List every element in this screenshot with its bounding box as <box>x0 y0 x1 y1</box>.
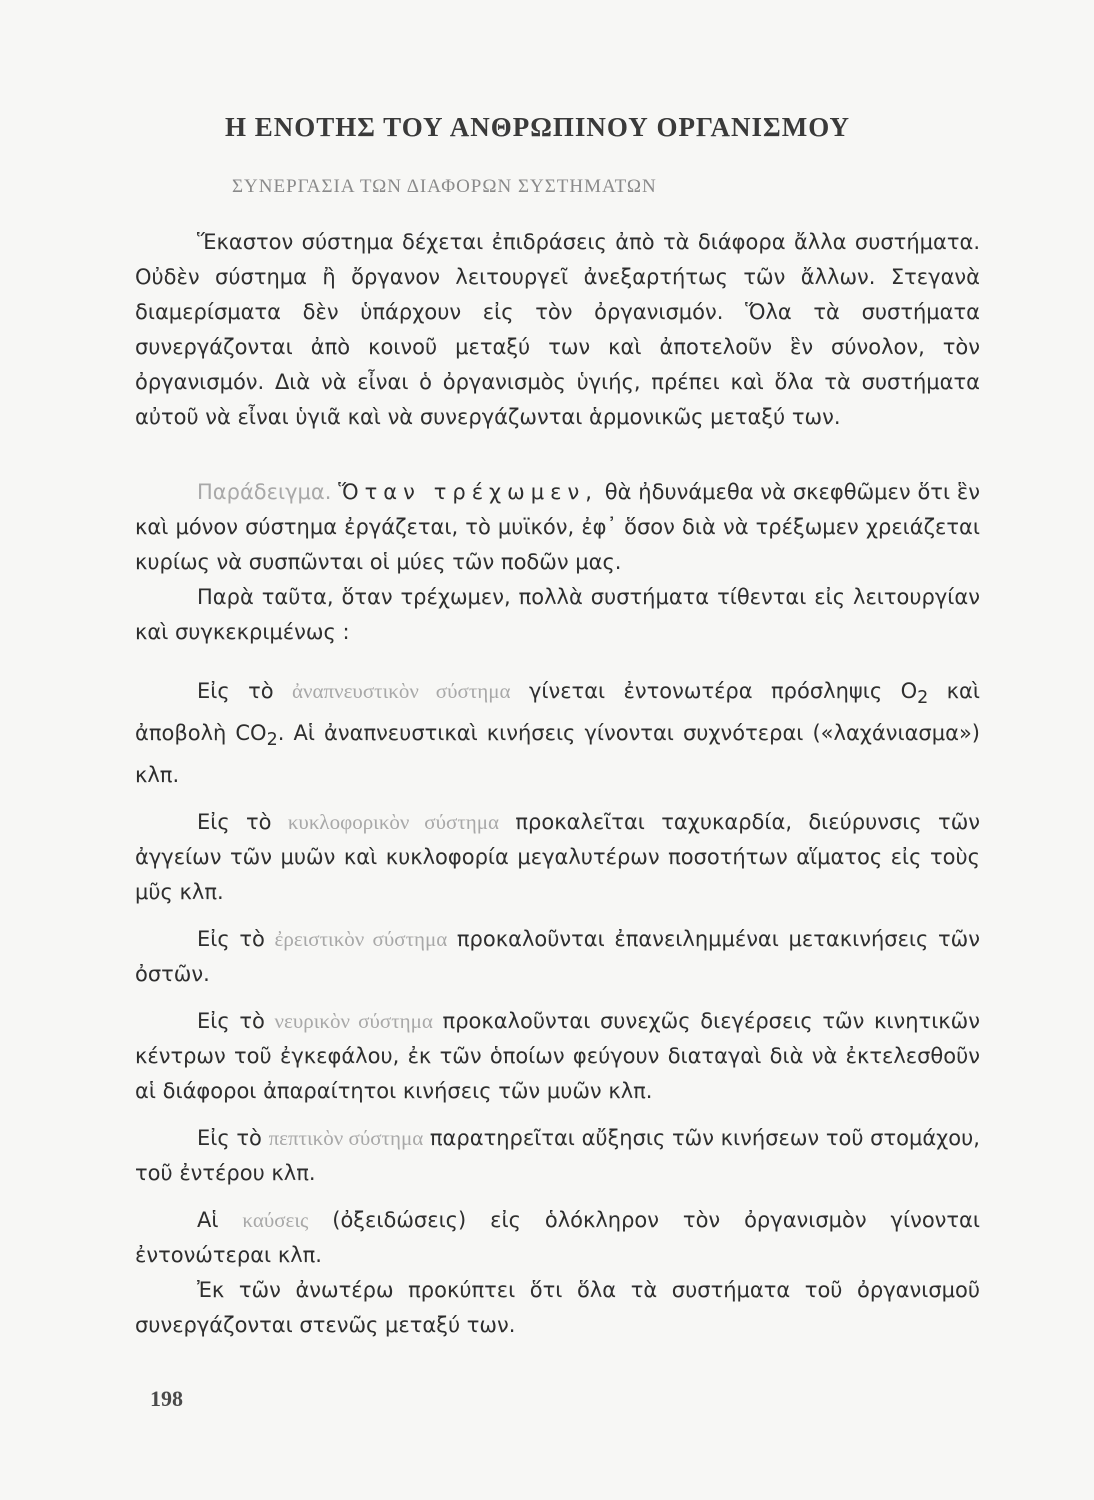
example-text: θὰ ἠδυνάμεθα νὰ σκεφθῶμεν ὅτι ἓν καὶ μόνον σύστημα ἐργάζεται, τὸ μυϊκόν, ἐφ᾽ ὅσον διὰ νὰ τρέξωμεν χρειάζεται κυρίως νὰ συσπῶνται οἱ μύες τῶν ποδῶν μας. <box>135 480 980 574</box>
respiratory-text-o2: γίνεται ἐντονωτέρα πρόσληψις O <box>510 679 918 703</box>
example-spaced-phrase: Ὅταν τρέχωμεν, <box>338 480 598 504</box>
co2-subscript: 2 <box>266 730 278 751</box>
nervous-text: προκαλοῦνται συνεχῶς διεγέρσεις τῶν κινητικῶν κέντρων τοῦ ἐγκεφάλου, ἐκ τῶν ὁποίων φεύγουν διαταγαὶ διὰ νὰ ἐκτελεσθοῦν αἱ διάφοροι ἀπαραίτητοι κινήσεις τῶν μυῶν κλπ. <box>135 1009 980 1104</box>
page-number: 198 <box>150 1386 183 1411</box>
respiratory-paragraph <box>135 674 980 793</box>
nervous-paragraph <box>135 1004 980 1109</box>
circulatory-text: προκαλεῖται ταχυκαρδία, διεύρυνσις τῶν ἀγγείων τῶν μυῶν καὶ κυκλοφορία μεγαλυτέρων ποσοτήτων αἵματος εἰς τοὺς μῦς κλπ. <box>135 810 981 905</box>
o2-subscript: 2 <box>917 688 929 709</box>
combustion-prefix: Αἱ <box>197 1208 243 1233</box>
circulatory-prefix: Εἰς τὸ <box>197 810 288 835</box>
circulatory-paragraph <box>135 805 980 910</box>
respiratory-system-term: ἀναπνευστικὸν σύστημα <box>292 679 511 703</box>
digestive-system-term: πεπτικὸν σύστημα <box>268 1126 424 1151</box>
combustion-text: (ὀξειδώσεις) εἰς ὁλόκληρον τὸν ὀργανισμὸν γίνονται ἐντονώτεραι κλπ. <box>135 1208 980 1268</box>
digestive-paragraph <box>135 1121 980 1191</box>
digestive-text: παρατηρεῖται αὔξησις τῶν κινήσεων τοῦ στομάχου, τοῦ ἐντέρου κλπ. <box>135 1126 980 1186</box>
body-text <box>135 225 980 1343</box>
combustion-paragraph <box>135 1203 980 1273</box>
skeletal-prefix: Εἰς τὸ <box>197 927 275 952</box>
conclusion-paragraph: Ἐκ τῶν ἀνωτέρω προκύπτει ὅτι ὅλα τὰ συστήματα τοῦ ὀργανισμοῦ συνεργάζονται στενῶς μεταξύ των. <box>135 1278 980 1338</box>
skeletal-system-term: ἐρειστικὸν σύστημα <box>274 927 448 952</box>
combustion-term: καύσεις <box>242 1208 309 1233</box>
respiratory-text-co2: καὶ ἀποβολὴ CO <box>135 679 980 746</box>
skeletal-text: προκαλοῦνται ἐπανειλημμέναι μετακινήσεις τῶν ὀστῶν. <box>135 927 980 987</box>
nervous-prefix: Εἰς τὸ <box>197 1009 275 1034</box>
example-label: Παράδειγμα. <box>197 480 332 504</box>
lead-paragraph: Παρὰ ταῦτα, ὅταν τρέχωμεν, πολλὰ συστήματα τίθενται εἰς λειτουργίαν καὶ συγκεκριμένως : <box>135 585 980 644</box>
circulatory-system-term: κυκλοφορικὸν σύστημα <box>287 810 500 835</box>
example-paragraph <box>135 475 980 580</box>
respiratory-prefix: Εἰς τὸ <box>197 679 293 703</box>
digestive-prefix: Εἰς τὸ <box>197 1126 269 1151</box>
nervous-system-term: νευρικὸν σύστημα <box>274 1009 433 1034</box>
intro-paragraph: Ἕκαστον σύστημα δέχεται ἐπιδράσεις ἀπὸ τὰ διάφορα ἄλλα συστήματα. Οὐδὲν σύστημα ἢ ὄργανον λειτουργεῖ ἀνεξαρτήτως τῶν ἄλλων. Στεγανὰ διαμερίσματα δὲν ὑπάρχουν εἰς τὸν ὀργανισμόν. Ὅλα τὰ συστήματα συνεργάζονται ἀπὸ κοινοῦ μεταξύ των καὶ ἀποτελοῦν ἓν σύνολον, τὸν ὀργανισμόν. Διὰ νὰ εἶναι ὁ ὀργανισμὸς ὑγιής, πρέπει καὶ ὅλα τὰ συστήματα αὐτοῦ νὰ εἶναι ὑγιᾶ καὶ νὰ συνεργάζωνται ἁρμονικῶς μεταξύ των. <box>135 230 980 429</box>
skeletal-paragraph <box>135 922 980 992</box>
section-subtitle: ΣΥΝΕΡΓΑΣΙΑ ΤΩΝ ΔΙΑΦΟΡΩΝ ΣΥΣΤΗΜΑΤΩΝ <box>232 176 657 197</box>
chapter-title: Η ΕΝΟΤΗΣ ΤΟΥ ΑΝΘΡΩΠΙΝΟΥ ΟΡΓΑΝΙΣΜΟΥ <box>225 112 850 142</box>
respiratory-text-rest: . Αἱ ἀναπνευστικαὶ κινήσεις γίνονται συχνότεραι («λαχάνιασμα») κλπ. <box>135 721 980 788</box>
